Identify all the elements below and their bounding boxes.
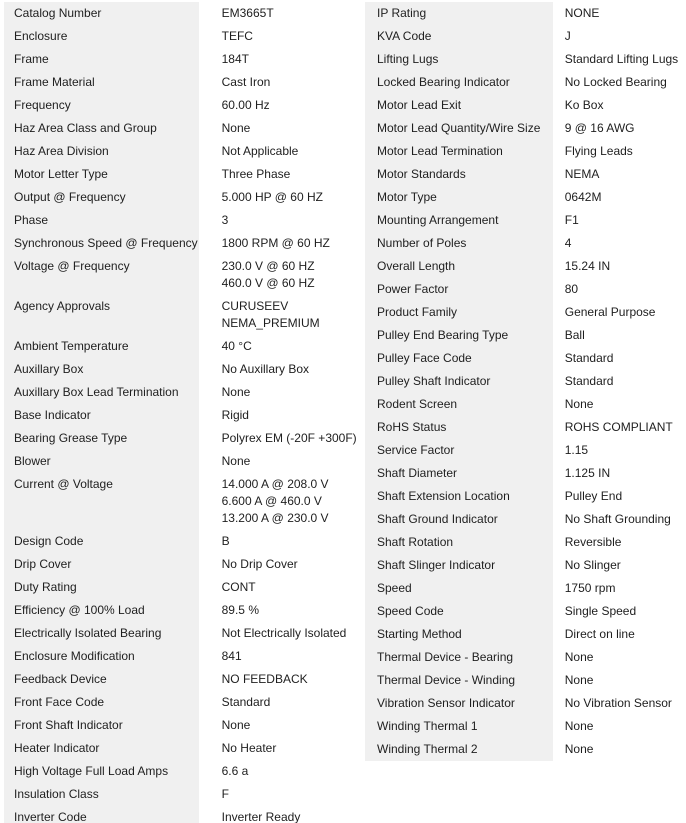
spec-value-line: Pulley End — [564, 489, 623, 503]
spec-value — [199, 295, 358, 335]
spec-value-line: No Locked Bearing — [564, 75, 667, 89]
spec-label: Lifting Lugs — [365, 48, 553, 71]
spec-value — [553, 25, 686, 48]
spec-value — [199, 553, 358, 576]
spec-row — [4, 783, 358, 806]
spec-label: Catalog Number — [4, 2, 199, 25]
spec-row — [4, 760, 358, 783]
spec-row — [365, 301, 686, 324]
spec-value-line: 15.24 IN — [564, 259, 611, 273]
spec-value-line: None — [221, 121, 251, 135]
spec-value — [199, 209, 358, 232]
spec-value-line: No Drip Cover — [221, 557, 298, 571]
spec-label: Front Shaft Indicator — [4, 714, 199, 737]
spec-value — [199, 335, 358, 358]
spec-value-line: 184T — [221, 52, 249, 66]
spec-value — [199, 599, 358, 622]
spec-value-line: None — [221, 454, 251, 468]
spec-row — [365, 48, 686, 71]
spec-value — [553, 439, 686, 462]
spec-value-line: CONT — [221, 580, 256, 594]
spec-row — [4, 553, 358, 576]
spec-row — [365, 163, 686, 186]
spec-row — [365, 232, 686, 255]
spec-row — [4, 140, 358, 163]
spec-value — [199, 117, 358, 140]
spec-row — [365, 416, 686, 439]
spec-label: Shaft Extension Location — [365, 485, 553, 508]
spec-value — [199, 576, 358, 599]
spec-row — [365, 577, 686, 600]
spec-label: Rodent Screen — [365, 393, 553, 416]
spec-label: Motor Lead Exit — [365, 94, 553, 117]
spec-table-left — [4, 2, 358, 823]
spec-label: Agency Approvals — [4, 295, 199, 335]
spec-value — [199, 232, 358, 255]
spec-label: Ambient Temperature — [4, 335, 199, 358]
spec-value — [199, 94, 358, 117]
spec-value — [553, 416, 686, 439]
spec-row — [4, 381, 358, 404]
spec-label: Inverter Code — [4, 806, 199, 823]
spec-row — [4, 94, 358, 117]
spec-label: Motor Standards — [365, 163, 553, 186]
spec-label: Enclosure — [4, 25, 199, 48]
spec-row — [365, 531, 686, 554]
spec-label: Duty Rating — [4, 576, 199, 599]
spec-value — [199, 691, 358, 714]
spec-row — [4, 450, 358, 473]
spec-row — [4, 576, 358, 599]
spec-value — [199, 668, 358, 691]
spec-value — [199, 530, 358, 553]
spec-value-line: Flying Leads — [564, 144, 633, 158]
spec-value-line: None — [221, 385, 251, 399]
spec-value — [199, 783, 358, 806]
spec-value — [553, 255, 686, 278]
spec-value-line: NEMA — [564, 167, 600, 181]
spec-value — [553, 646, 686, 669]
spec-row — [365, 692, 686, 715]
spec-value-line: 80 — [564, 282, 579, 296]
spec-label: Haz Area Division — [4, 140, 199, 163]
spec-row — [365, 209, 686, 232]
spec-row — [365, 715, 686, 738]
spec-row — [365, 393, 686, 416]
spec-row — [4, 295, 358, 335]
spec-row — [4, 48, 358, 71]
spec-value — [553, 485, 686, 508]
spec-value — [553, 94, 686, 117]
spec-value-line: Ball — [564, 328, 585, 342]
spec-row — [365, 439, 686, 462]
spec-value — [553, 347, 686, 370]
spec-label: Number of Poles — [365, 232, 553, 255]
spec-label: High Voltage Full Load Amps — [4, 760, 199, 783]
spec-value-line: 60.00 Hz — [221, 98, 270, 112]
spec-value-line: Single Speed — [564, 604, 637, 618]
spec-value — [199, 255, 358, 295]
spec-label: Motor Type — [365, 186, 553, 209]
spec-value — [553, 393, 686, 416]
spec-value-line: 230.0 V @ 60 HZ — [221, 259, 315, 273]
spec-value-line: 1.15 — [564, 443, 589, 457]
spec-row — [365, 255, 686, 278]
spec-label: Auxillary Box Lead Termination — [4, 381, 199, 404]
spec-row — [365, 186, 686, 209]
spec-value-line: Ko Box — [564, 98, 604, 112]
spec-value-line: B — [221, 534, 230, 548]
spec-row — [365, 554, 686, 577]
spec-value — [199, 427, 358, 450]
spec-label: Pulley Face Code — [365, 347, 553, 370]
spec-row — [365, 140, 686, 163]
spec-value — [553, 715, 686, 738]
spec-label: Pulley End Bearing Type — [365, 324, 553, 347]
spec-row — [4, 255, 358, 295]
spec-label: Output @ Frequency — [4, 186, 199, 209]
spec-value — [553, 163, 686, 186]
spec-label: Voltage @ Frequency — [4, 255, 199, 295]
spec-value-line: 6.600 A @ 460.0 V — [221, 494, 322, 508]
spec-label: Synchronous Speed @ Frequency — [4, 232, 199, 255]
spec-value-line: 1800 RPM @ 60 HZ — [221, 236, 330, 250]
spec-value-line: TEFC — [221, 29, 253, 43]
spec-value-line: General Purpose — [564, 305, 656, 319]
spec-value-line: None — [564, 719, 594, 733]
spec-value — [553, 623, 686, 646]
spec-label: Bearing Grease Type — [4, 427, 199, 450]
spec-label: Base Indicator — [4, 404, 199, 427]
spec-row — [365, 508, 686, 531]
spec-row — [4, 691, 358, 714]
spec-value — [199, 404, 358, 427]
spec-value-line: F1 — [564, 213, 579, 227]
spec-label: Motor Lead Quantity/Wire Size — [365, 117, 553, 140]
spec-label: Enclosure Modification — [4, 645, 199, 668]
spec-value-line: Rigid — [221, 408, 249, 422]
spec-value — [553, 324, 686, 347]
spec-label: Pulley Shaft Indicator — [365, 370, 553, 393]
spec-label: Winding Thermal 1 — [365, 715, 553, 738]
spec-value — [199, 163, 358, 186]
spec-value — [199, 358, 358, 381]
spec-label: Speed Code — [365, 600, 553, 623]
spec-value — [199, 760, 358, 783]
spec-value — [199, 25, 358, 48]
spec-value — [553, 508, 686, 531]
spec-label: Shaft Ground Indicator — [365, 508, 553, 531]
spec-value-line: Not Electrically Isolated — [221, 626, 347, 640]
spec-value — [199, 473, 358, 530]
spec-label: Thermal Device - Winding — [365, 669, 553, 692]
spec-label: Drip Cover — [4, 553, 199, 576]
spec-value-line: 5.000 HP @ 60 HZ — [221, 190, 323, 204]
spec-label: Heater Indicator — [4, 737, 199, 760]
spec-value-line: 841 — [221, 649, 242, 663]
spec-row — [4, 209, 358, 232]
spec-row — [365, 2, 686, 25]
spec-value-line: Standard — [221, 695, 271, 709]
spec-value-line: Inverter Ready — [221, 810, 301, 823]
spec-row — [4, 622, 358, 645]
spec-value-line: NO FEEDBACK — [221, 672, 308, 686]
spec-row — [365, 462, 686, 485]
spec-value — [199, 186, 358, 209]
spec-value — [553, 600, 686, 623]
spec-row — [365, 646, 686, 669]
spec-value-line: NONE — [564, 6, 600, 20]
spec-row — [4, 163, 358, 186]
spec-value — [553, 232, 686, 255]
spec-label: Electrically Isolated Bearing — [4, 622, 199, 645]
spec-label: Thermal Device - Bearing — [365, 646, 553, 669]
spec-value-line: 13.200 A @ 230.0 V — [221, 511, 329, 525]
spec-value-line: J — [564, 29, 571, 43]
spec-label: Auxillary Box — [4, 358, 199, 381]
spec-label: RoHS Status — [365, 416, 553, 439]
spec-row — [4, 71, 358, 94]
spec-row — [4, 737, 358, 760]
spec-label: Shaft Diameter — [365, 462, 553, 485]
spec-value — [553, 71, 686, 94]
spec-row — [4, 25, 358, 48]
spec-row — [4, 714, 358, 737]
spec-label: Frame — [4, 48, 199, 71]
spec-value-line: 89.5 % — [221, 603, 259, 617]
spec-value-line: Direct on line — [564, 627, 635, 641]
spec-value-line: None — [564, 650, 594, 664]
spec-label: Insulation Class — [4, 783, 199, 806]
spec-label: Mounting Arrangement — [365, 209, 553, 232]
spec-value — [553, 209, 686, 232]
spec-label: Blower — [4, 450, 199, 473]
spec-row — [4, 668, 358, 691]
spec-label: Haz Area Class and Group — [4, 117, 199, 140]
spec-value-line: 3 — [221, 213, 229, 227]
spec-label: Current @ Voltage — [4, 473, 199, 530]
spec-value-line: NEMA_PREMIUM — [221, 316, 320, 330]
spec-value — [553, 117, 686, 140]
spec-value-line: None — [564, 673, 594, 687]
spec-label: KVA Code — [365, 25, 553, 48]
spec-row — [4, 427, 358, 450]
spec-value — [199, 622, 358, 645]
spec-label: Locked Bearing Indicator — [365, 71, 553, 94]
spec-value — [199, 450, 358, 473]
spec-value — [199, 645, 358, 668]
spec-row — [365, 370, 686, 393]
spec-value-line: 0642M — [564, 190, 602, 204]
spec-label: Winding Thermal 2 — [365, 738, 553, 761]
spec-value-line: Cast Iron — [221, 75, 271, 89]
spec-row — [4, 232, 358, 255]
spec-value — [199, 806, 358, 823]
spec-value-line: CURUSEEV — [221, 299, 289, 313]
spec-value-line: No Auxillary Box — [221, 362, 309, 376]
spec-value-line: Reversible — [564, 535, 622, 549]
spec-label: Service Factor — [365, 439, 553, 462]
spec-label: Feedback Device — [4, 668, 199, 691]
spec-value-line: F — [221, 787, 229, 801]
spec-row — [365, 669, 686, 692]
spec-label: Phase — [4, 209, 199, 232]
spec-row — [365, 278, 686, 301]
spec-value-line: 40 °C — [221, 339, 252, 353]
spec-value — [199, 71, 358, 94]
spec-value-line: None — [221, 718, 251, 732]
spec-row — [4, 335, 358, 358]
spec-row — [4, 186, 358, 209]
spec-row — [365, 623, 686, 646]
spec-label: Starting Method — [365, 623, 553, 646]
spec-value-line: No Vibration Sensor — [564, 696, 672, 710]
spec-label: Shaft Rotation — [365, 531, 553, 554]
spec-value-line: ROHS COMPLIANT — [564, 420, 673, 434]
spec-value — [553, 186, 686, 209]
spec-label: Vibration Sensor Indicator — [365, 692, 553, 715]
spec-value-line: 14.000 A @ 208.0 V — [221, 477, 329, 491]
spec-value — [553, 554, 686, 577]
spec-value-line: Not Applicable — [221, 144, 299, 158]
spec-value — [199, 2, 358, 25]
spec-value-line: 1750 rpm — [564, 581, 616, 595]
spec-row — [4, 530, 358, 553]
spec-value — [553, 669, 686, 692]
spec-value-line: 460.0 V @ 60 HZ — [221, 276, 315, 290]
spec-label: Front Face Code — [4, 691, 199, 714]
spec-row — [4, 404, 358, 427]
spec-value-line: No Shaft Grounding — [564, 512, 671, 526]
spec-value-line: Standard — [564, 374, 614, 388]
spec-value — [553, 301, 686, 324]
spec-value-line: 1.125 IN — [564, 466, 611, 480]
spec-label: Power Factor — [365, 278, 553, 301]
spec-value-line: 4 — [564, 236, 572, 250]
spec-row — [4, 645, 358, 668]
spec-row — [365, 738, 686, 761]
spec-value — [553, 370, 686, 393]
spec-label: Efficiency @ 100% Load — [4, 599, 199, 622]
spec-value — [199, 381, 358, 404]
spec-row — [365, 485, 686, 508]
spec-value-line: No Slinger — [564, 558, 621, 572]
spec-row — [365, 324, 686, 347]
spec-label: Frequency — [4, 94, 199, 117]
spec-value — [553, 738, 686, 761]
spec-value — [553, 2, 686, 25]
spec-value — [553, 278, 686, 301]
spec-value-line: EM3665T — [221, 6, 274, 20]
spec-value-line: Three Phase — [221, 167, 291, 181]
spec-value — [199, 737, 358, 760]
spec-value — [553, 577, 686, 600]
spec-value-line: Polyrex EM (-20F +300F) — [221, 431, 357, 445]
spec-label: Shaft Slinger Indicator — [365, 554, 553, 577]
spec-value-line: None — [564, 742, 594, 756]
spec-label: Frame Material — [4, 71, 199, 94]
spec-row — [365, 117, 686, 140]
spec-value — [553, 692, 686, 715]
spec-value — [199, 48, 358, 71]
spec-row — [365, 25, 686, 48]
spec-value — [199, 714, 358, 737]
spec-row — [4, 117, 358, 140]
spec-label: IP Rating — [365, 2, 553, 25]
spec-row — [365, 71, 686, 94]
spec-label: Motor Letter Type — [4, 163, 199, 186]
spec-value-line: None — [564, 397, 594, 411]
spec-value-line: 9 @ 16 AWG — [564, 121, 635, 135]
spec-value — [553, 462, 686, 485]
spec-value — [553, 48, 686, 71]
spec-row — [4, 806, 358, 823]
spec-row — [4, 358, 358, 381]
spec-label: Speed — [365, 577, 553, 600]
spec-row — [4, 473, 358, 530]
spec-value-line: Standard — [564, 351, 614, 365]
spec-value — [199, 140, 358, 163]
spec-row — [365, 94, 686, 117]
spec-row — [4, 599, 358, 622]
spec-value — [553, 140, 686, 163]
spec-table-right — [365, 2, 686, 761]
spec-label: Overall Length — [365, 255, 553, 278]
spec-value-line: Standard Lifting Lugs — [564, 52, 679, 66]
spec-row — [4, 2, 358, 25]
spec-value — [553, 531, 686, 554]
spec-label: Design Code — [4, 530, 199, 553]
spec-label: Motor Lead Termination — [365, 140, 553, 163]
spec-row — [365, 347, 686, 370]
spec-label: Product Family — [365, 301, 553, 324]
spec-value-line: No Heater — [221, 741, 277, 755]
spec-row — [365, 600, 686, 623]
spec-value-line: 6.6 a — [221, 764, 249, 778]
